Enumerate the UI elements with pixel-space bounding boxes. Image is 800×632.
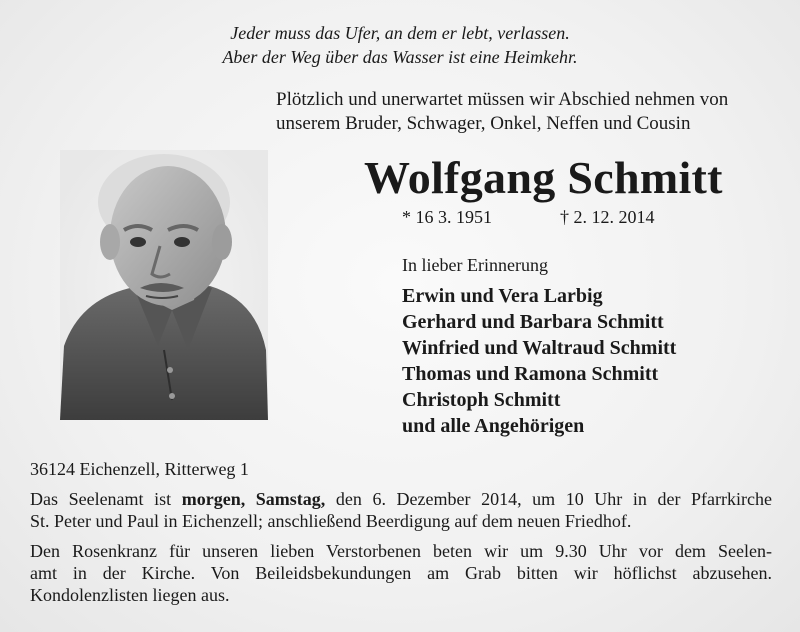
motto-line-2: Aber der Weg über das Wasser ist eine Heimkehr. xyxy=(222,47,578,67)
rosary-paragraph xyxy=(30,540,772,606)
relative-entry: Winfried und Waltraud Schmitt xyxy=(402,337,677,359)
death-date: † 2. 12. 2014 xyxy=(560,207,655,227)
birth-date: * 16 3. 1951 xyxy=(402,207,492,227)
portrait-photo xyxy=(60,150,268,420)
rosary-line-3: Kondolenzlisten liegen aus. xyxy=(30,585,230,605)
service-line-2: St. Peter und Paul in Eichenzell; anschließend Beerdigung auf dem neuen Friedhof. xyxy=(30,511,632,531)
memory-label: In lieber Erinnerung xyxy=(402,255,548,275)
service-line-1 xyxy=(30,488,772,510)
intro-line-1: Plötzlich und unerwartet müssen wir Abschied nehmen von xyxy=(276,89,729,110)
intro-text xyxy=(276,88,786,136)
relative-entry: Gerhard und Barbara Schmitt xyxy=(402,311,664,333)
motto-line-1: Jeder muss das Ufer, an dem er lebt, verlassen. xyxy=(230,23,570,43)
relative-entry: Erwin und Vera Larbig xyxy=(402,285,603,307)
service-text-pre: Das Seelenamt ist xyxy=(30,489,182,509)
service-text-post: den 6. Dezember 2014, um 10 Uhr in der Pfarrkirche xyxy=(325,489,772,509)
deceased-name: Wolfgang Schmitt xyxy=(364,152,723,203)
service-day: morgen, Samstag, xyxy=(181,489,326,509)
relative-entry: und alle Angehörigen xyxy=(402,415,585,437)
rosary-line-1: Den Rosenkranz für unseren lieben Verstorbenen beten wir um 9.30 Uhr vor dem Seelen- xyxy=(30,541,772,561)
relative-entry: Christoph Schmitt xyxy=(402,389,561,411)
intro-line-2: unserem Bruder, Schwager, Onkel, Neffen und Cousin xyxy=(276,113,691,134)
address: 36124 Eichenzell, Ritterweg 1 xyxy=(30,459,249,479)
service-paragraph xyxy=(30,488,772,532)
relative-entry: Thomas und Ramona Schmitt xyxy=(402,363,659,385)
rosary-line-2: amt in der Kirche. Von Beileidsbekundungen am Grab bitten wir höflichst abzusehen. xyxy=(30,563,772,583)
